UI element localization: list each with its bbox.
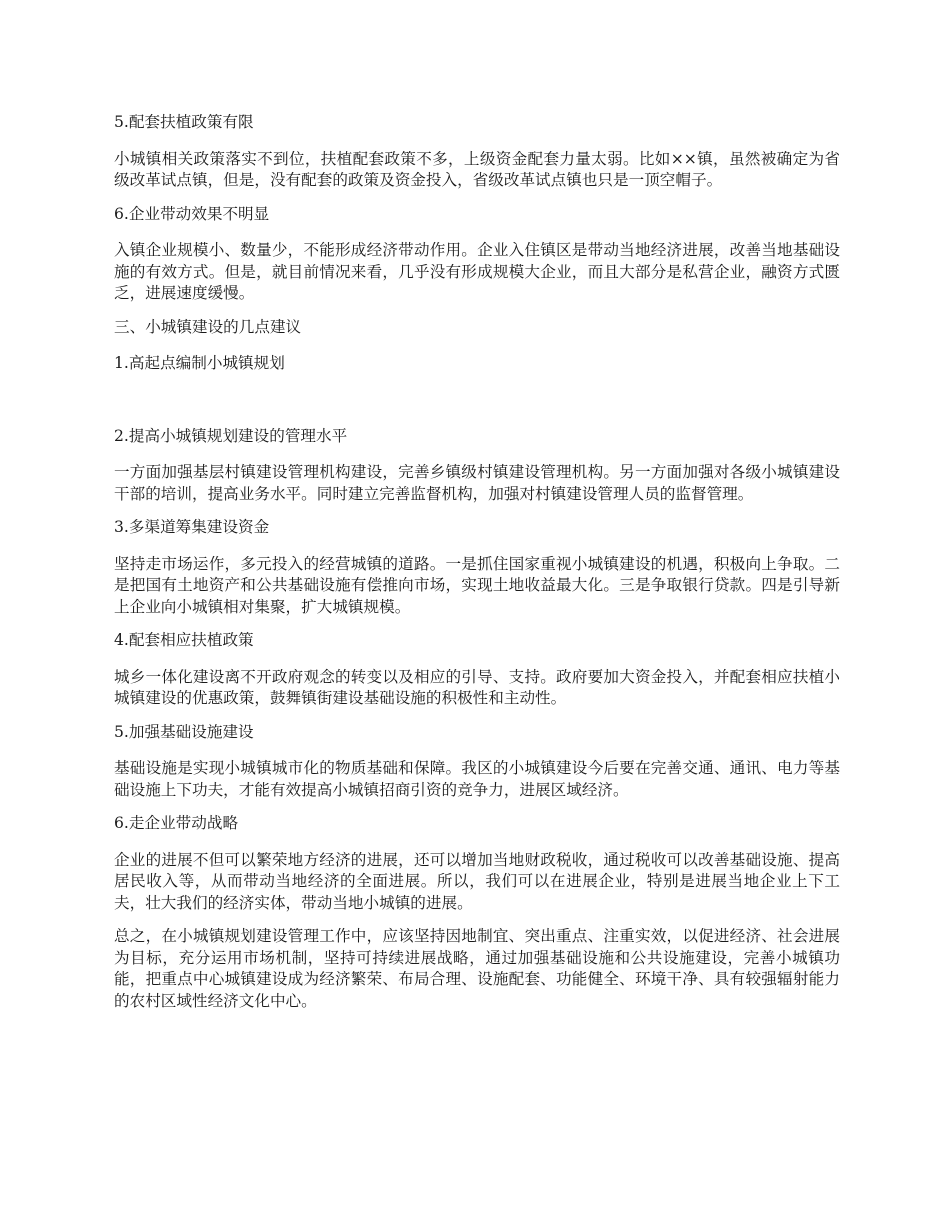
section-heading: 5.配套扶植政策有限 <box>114 113 254 131</box>
body-paragraph: 入镇企业规模小、数量少，不能形成经济带动作用。企业入住镇区是带动当地经济进展，改善当地基础设施的有效方式。但是，就目前情况来看，几乎没有形成规模大企业，而且大部分是私营企业，融资方式匮乏，进展速度缓慢。 <box>114 241 840 302</box>
section-heading: 1.高起点编制小城镇规划 <box>114 354 285 372</box>
section-heading: 5.加强基础设施建设 <box>114 722 254 741</box>
conclusion-paragraph: 总之，在小城镇规划建设管理工作中，应该坚持因地制宜、突出重点、注重实效，以促进经济、社会进展为目标，充分运用市场机制，坚持可持续进展战略，通过加强基础设施和公共设施建设，完善小城镇功能，把重点中心城镇建设成为经济繁荣、布局合理、设施配套、功能健全、环境干净、具有较强辐射能力的农村区域性经济文化中心。 <box>114 927 840 1010</box>
body-paragraph: 基础设施是实现小城镇城市化的物质基础和保障。我区的小城镇建设今后要在完善交通、通讯、电力等基础设施上下功夫，才能有效提高小城镇招商引资的竞争力，进展区域经济。 <box>114 759 840 799</box>
body-paragraph: 小城镇相关政策落实不到位，扶植配套政策不多，上级资金配套力量太弱。比如××镇，虽然被确定为省级改革试点镇，但是，没有配套的政策及资金投入，省级改革试点镇也只是一顶空帽子。 <box>114 149 840 189</box>
chapter-heading: 三、小城镇建设的几点建议 <box>114 317 302 336</box>
section-heading: 3.多渠道筹集建设资金 <box>114 518 270 536</box>
body-paragraph: 城乡一体化建设离不开政府观念的转变以及相应的引导、支持。政府要加大资金投入，并配套相应扶植小城镇建设的优惠政策，鼓舞镇街建设基础设施的积极性和主动性。 <box>114 667 840 707</box>
body-paragraph: 企业的进展不但可以繁荣地方经济的进展，还可以增加当地财政税收，通过税收可以改善基础设施、提高居民收入等，从而带动当地经济的全面进展。所以，我们可以在进展企业，特别是进展当地企业上下工夫，壮大我们的经济实体，带动当地小城镇的进展。 <box>114 850 840 912</box>
body-paragraph: 一方面加强基层村镇建设管理机构建设，完善乡镇级村镇建设管理机构。另一方面加强对各级小城镇建设干部的培训，提高业务水平。同时建立完善监督机构，加强对村镇建设管理人员的监督管理。 <box>114 463 840 503</box>
section-heading: 4.配套相应扶植政策 <box>114 631 254 649</box>
section-heading: 2.提高小城镇规划建设的管理水平 <box>114 426 348 445</box>
section-heading: 6.企业带动效果不明显 <box>114 204 270 223</box>
section-heading: 6.走企业带动战略 <box>114 814 239 832</box>
document-page <box>114 112 840 1012</box>
body-paragraph: 坚持走市场运作，多元投入的经营城镇的道路。一是抓住国家重视小城镇建设的机遇，积极向上争取。二是把国有土地资产和公共基础设施有偿推向市场，实现土地收益最大化。三是争取银行贷款。四是引导新上企业向小城镇相对集聚，扩大城镇规模。 <box>114 554 840 616</box>
